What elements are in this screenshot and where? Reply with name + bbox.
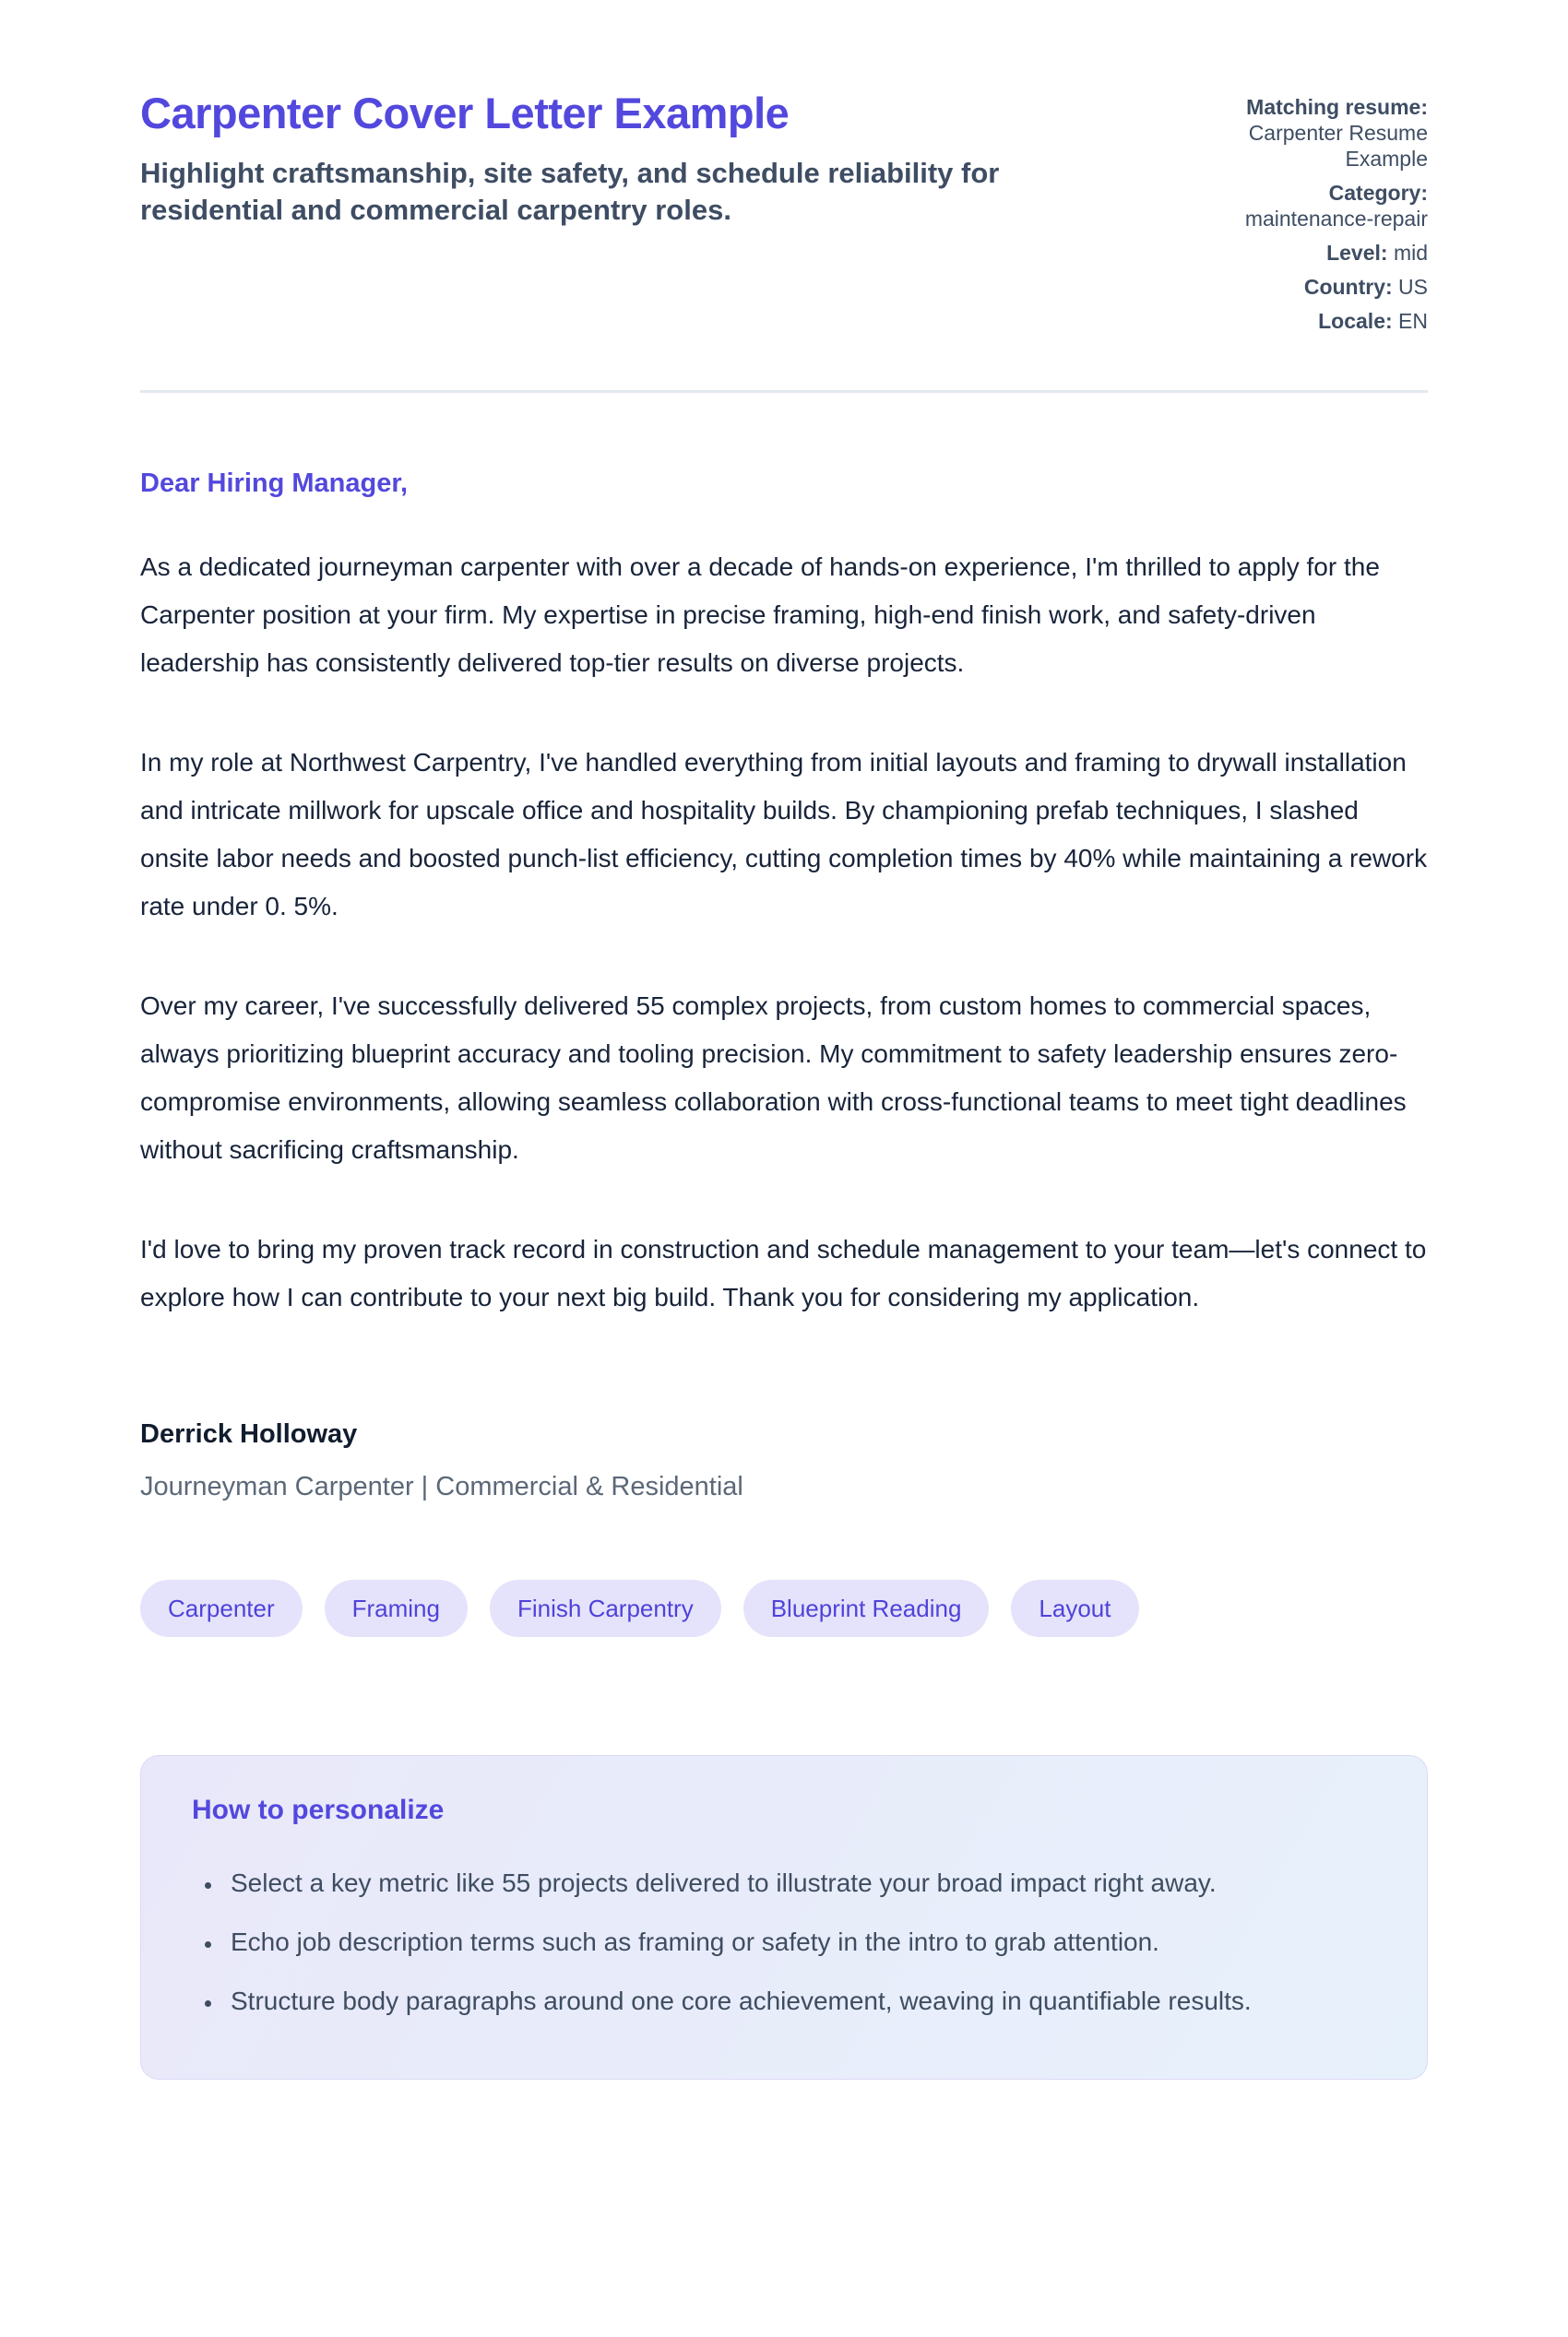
meta-locale-label: Locale: bbox=[1318, 309, 1393, 333]
letter-paragraph: As a dedicated journeyman carpenter with over a decade of hands-on experience, I'm thrilled to apply for the Carpenter position at your firm. My expertise in precise framing, high-end finish work, and safety-driven leadership has consistently delivered top-tier results on diverse projects. bbox=[140, 552, 1380, 677]
letter-paragraph: Over my career, I've successfully delivered 55 complex projects, from custom homes to commercial spaces, always prioritizing blueprint accuracy and tooling precision. My commitment to safety leadership ensures zero-compromise environments, allowing seamless collaboration with cross-functional teams to meet tight deadlines without sacrificing craftsmanship. bbox=[140, 991, 1407, 1164]
letter-paragraph: I'd love to bring my proven track record in construction and schedule management to your team—let's connect to explore how I can contribute to your next big build. Thank you for considering my application. bbox=[140, 1235, 1427, 1311]
meta-country bbox=[1197, 274, 1428, 300]
letter-greeting: Dear Hiring Manager, bbox=[140, 469, 409, 498]
meta-matching-resume-label: Matching resume: bbox=[1246, 95, 1428, 119]
tag-framing[interactable]: Framing bbox=[325, 1580, 468, 1637]
meta-locale-value: EN bbox=[1398, 309, 1428, 333]
meta-locale bbox=[1197, 308, 1428, 334]
meta-level-label: Level: bbox=[1326, 241, 1388, 265]
signature-role: Journeyman Carpenter | Commercial & Residential bbox=[140, 1472, 743, 1501]
meta-country-label: Country: bbox=[1303, 275, 1393, 299]
tag-carpenter[interactable]: Carpenter bbox=[140, 1580, 303, 1637]
meta-category-value: maintenance-repair bbox=[1244, 207, 1428, 231]
resume-meta bbox=[1197, 89, 1428, 342]
meta-matching-resume bbox=[1197, 94, 1428, 172]
personalize-title: How to personalize bbox=[192, 1795, 445, 1825]
letter-paragraph: In my role at Northwest Carpentry, I've handled everything from initial layouts and framing to drywall installation and intricate millwork for upscale office and hospitality builds. By championing prefab techniques, I slashed onsite labor needs and boosted punch-list efficiency, cutting completion times by 40% while maintaining a rework rate under 0. 5%. bbox=[140, 748, 1428, 920]
page-subtitle: Highlight craftsmanship, site safety, and schedule reliability for residential and commercial carpentry roles. bbox=[140, 157, 1000, 227]
header bbox=[140, 0, 1428, 342]
signature-name: Derrick Holloway bbox=[140, 1419, 358, 1449]
tag-finish-carpentry[interactable]: Finish Carpentry bbox=[490, 1580, 721, 1637]
header-titles bbox=[140, 89, 1118, 229]
page-title: Carpenter Cover Letter Example bbox=[140, 89, 790, 137]
meta-level bbox=[1197, 240, 1428, 266]
cover-letter-body bbox=[140, 469, 1428, 1502]
personalize-bullet: • Select a key metric like 55 projects delivered to illustrate your broad impact right away. bbox=[223, 1859, 1376, 1907]
meta-category-label: Category: bbox=[1328, 181, 1428, 205]
tag-blueprint-reading[interactable]: Blueprint Reading bbox=[743, 1580, 990, 1637]
meta-level-value: mid bbox=[1393, 241, 1428, 265]
meta-category bbox=[1197, 180, 1428, 231]
personalize-list bbox=[192, 1859, 1376, 2025]
header-divider bbox=[140, 390, 1428, 393]
how-to-personalize-box bbox=[140, 1755, 1428, 2080]
meta-matching-resume-value: Carpenter Resume Example bbox=[1248, 121, 1428, 171]
personalize-bullet: • Structure body paragraphs around one core achievement, weaving in quantifiable results. bbox=[223, 1977, 1376, 2025]
skill-tags bbox=[140, 1580, 1428, 1637]
meta-country-value: US bbox=[1398, 275, 1428, 299]
personalize-bullet: • Echo job description terms such as framing or safety in the intro to grab attention. bbox=[223, 1918, 1376, 1966]
tag-layout[interactable]: Layout bbox=[1011, 1580, 1138, 1637]
